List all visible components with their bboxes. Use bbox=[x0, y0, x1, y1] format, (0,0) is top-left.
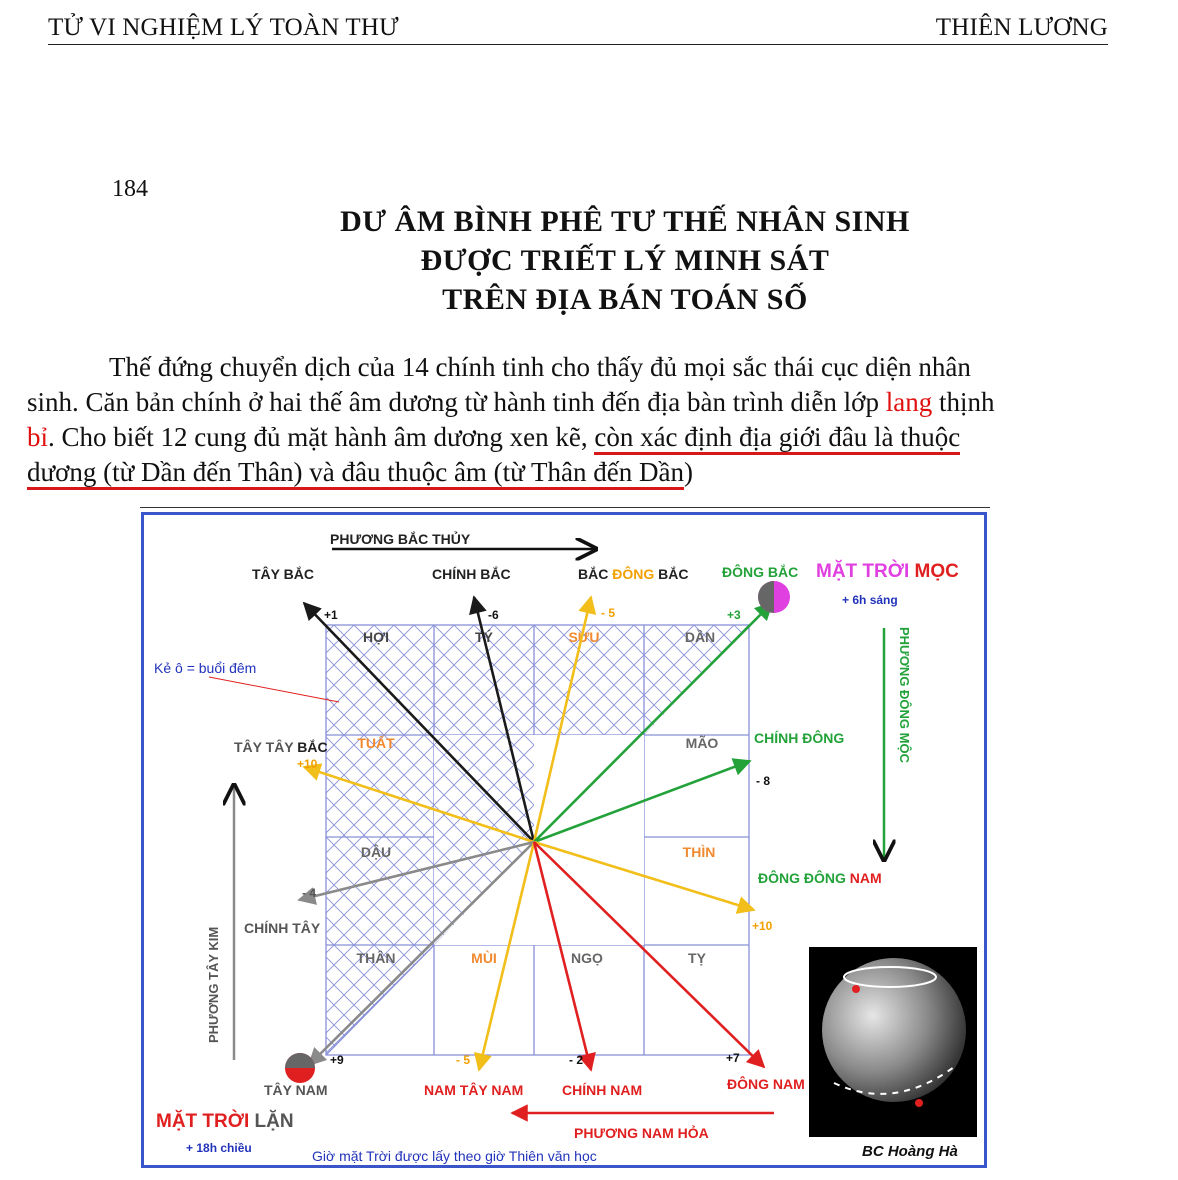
palace-ngo: NGỌ bbox=[571, 950, 603, 966]
value-tay-tay-bac: +10 bbox=[297, 757, 318, 771]
header-author: THIÊN LƯƠNG bbox=[935, 14, 1108, 41]
separator-line bbox=[140, 507, 990, 508]
palace-thin: THÌN bbox=[682, 844, 716, 860]
sunset-sun bbox=[285, 1053, 315, 1083]
value-chinh-nam: - 2 bbox=[569, 1053, 584, 1067]
label-tay-nam: TÂY NAM bbox=[264, 1082, 328, 1098]
value-dong-bac: +3 bbox=[727, 608, 741, 622]
palace-tuat: TUẤT bbox=[357, 735, 395, 751]
header-book-title: TỬ VI NGHIỆM LÝ TOÀN THƯ bbox=[48, 14, 399, 41]
label-sunrise: MẶT TRỜI MỌC bbox=[816, 561, 959, 582]
paragraph-text: sinh. Căn bản chính ở hai thế âm dương từ hành tinh đến địa bàn trình diễn lớp bbox=[27, 387, 886, 417]
bottom-caption: Giờ mặt Trời được lấy theo giờ Thiên văn học bbox=[312, 1148, 597, 1164]
palace-mui: MÙI bbox=[471, 950, 497, 966]
paragraph-text: Thế đứng chuyển dịch của 14 chính tinh cho thấy đủ mọi sắc thái cục diện nhân bbox=[109, 352, 971, 382]
highlight-word: lang bbox=[885, 387, 933, 417]
palace-mao: MÃO bbox=[685, 735, 719, 751]
label-tay-bac: TÂY BẮC bbox=[252, 566, 314, 582]
value-bac-dong-bac: - 5 bbox=[601, 606, 616, 620]
highlight-word: bỉ bbox=[27, 422, 49, 452]
label-chinh-bac: CHÍNH BẮC bbox=[432, 566, 511, 582]
label-tay-tay-bac: TÂY TÂY BẮC bbox=[234, 739, 328, 755]
ray-dong-nam bbox=[534, 842, 764, 1067]
palace-suu: SỬU bbox=[568, 629, 600, 645]
value-dong-dong-nam: +10 bbox=[752, 919, 773, 933]
value-chinh-tay: - 4 bbox=[302, 886, 317, 900]
paragraph-text: thịnh bbox=[932, 387, 995, 417]
page-number: 184 bbox=[112, 176, 148, 202]
title-line-2: ĐƯỢC TRIẾT LÝ MINH SÁT bbox=[420, 244, 830, 277]
label-sunrise-time: + 6h sáng bbox=[842, 593, 898, 607]
value-chinh-bac: -6 bbox=[488, 608, 499, 622]
title-line-1: DƯ ÂM BÌNH PHÊ TƯ THẾ NHÂN SINH bbox=[340, 205, 910, 238]
label-phuong-bac-thuy: PHƯƠNG BẮC THỦY bbox=[330, 531, 471, 547]
label-dong-dong-nam: ĐÔNG ĐÔNG NAM bbox=[758, 870, 882, 886]
label-dong-bac: ĐÔNG BẮC bbox=[722, 564, 799, 580]
signature: BC Hoàng Hà bbox=[862, 1143, 958, 1160]
label-phuong-nam-hoa: PHƯƠNG NAM HỎA bbox=[574, 1125, 709, 1141]
running-header bbox=[48, 14, 1108, 45]
value-dong-nam: +7 bbox=[726, 1051, 740, 1065]
underlined-text: dương (từ Dần đến Thân) và đâu thuộc âm (từ Thân đến Dần bbox=[27, 457, 684, 490]
paragraph-text: . Cho biết 12 cung đủ mặt hành âm dương xen kẽ, bbox=[48, 422, 595, 452]
label-bac-dong-bac: BẮC ĐÔNG BẮC bbox=[578, 566, 689, 582]
label-dong-nam: ĐÔNG NAM bbox=[727, 1076, 805, 1092]
palace-ty-snake: TỴ bbox=[688, 950, 706, 966]
label-sunset: MẶT TRỜI LẶN bbox=[156, 1111, 294, 1132]
paragraph-line-3 bbox=[27, 420, 1139, 455]
label-phuong-dong-moc: PHƯƠNG ĐÔNG MỘC bbox=[897, 627, 912, 763]
label-nam-tay-nam: NAM TÂY NAM bbox=[424, 1082, 524, 1098]
palace-hoi: HỢI bbox=[363, 629, 389, 645]
label-night-note: Kẻ ô = buổi đêm bbox=[154, 660, 257, 676]
paragraph-line-2 bbox=[27, 385, 1139, 420]
palace-dan: DẦN bbox=[684, 629, 716, 645]
value-tay-bac: +1 bbox=[324, 608, 338, 622]
paragraph-line-4 bbox=[27, 455, 1139, 490]
body-paragraph bbox=[27, 350, 1139, 490]
diagram-figure bbox=[141, 512, 987, 1168]
paragraph-line-1 bbox=[27, 350, 1139, 385]
label-sunset-time: + 18h chiều bbox=[186, 1141, 252, 1155]
globe-inset bbox=[809, 947, 977, 1161]
palace-than: THÂN bbox=[356, 950, 396, 966]
palace-dau: DẬU bbox=[360, 844, 392, 860]
title-line-3: TRÊN ĐỊA BÁN TOÁN SỐ bbox=[442, 283, 808, 316]
label-phuong-tay-kim: PHƯƠNG TÂY KIM bbox=[206, 926, 221, 1043]
note-pointer bbox=[209, 677, 339, 702]
value-nam-tay-nam: - 5 bbox=[456, 1053, 471, 1067]
label-chinh-nam: CHÍNH NAM bbox=[562, 1082, 643, 1098]
value-chinh-dong: - 8 bbox=[756, 774, 771, 788]
palace-ty-rat: TÝ bbox=[475, 629, 493, 645]
paragraph-text: ) bbox=[684, 457, 694, 487]
value-tay-nam: +9 bbox=[330, 1053, 344, 1067]
underlined-text: còn xác định địa giới đâu là thuộc bbox=[594, 422, 960, 455]
sunrise-sun bbox=[758, 581, 790, 613]
diagram-svg bbox=[144, 515, 984, 1165]
label-chinh-tay: CHÍNH TÂY bbox=[244, 920, 321, 936]
label-chinh-dong: CHÍNH ĐÔNG bbox=[754, 730, 845, 746]
